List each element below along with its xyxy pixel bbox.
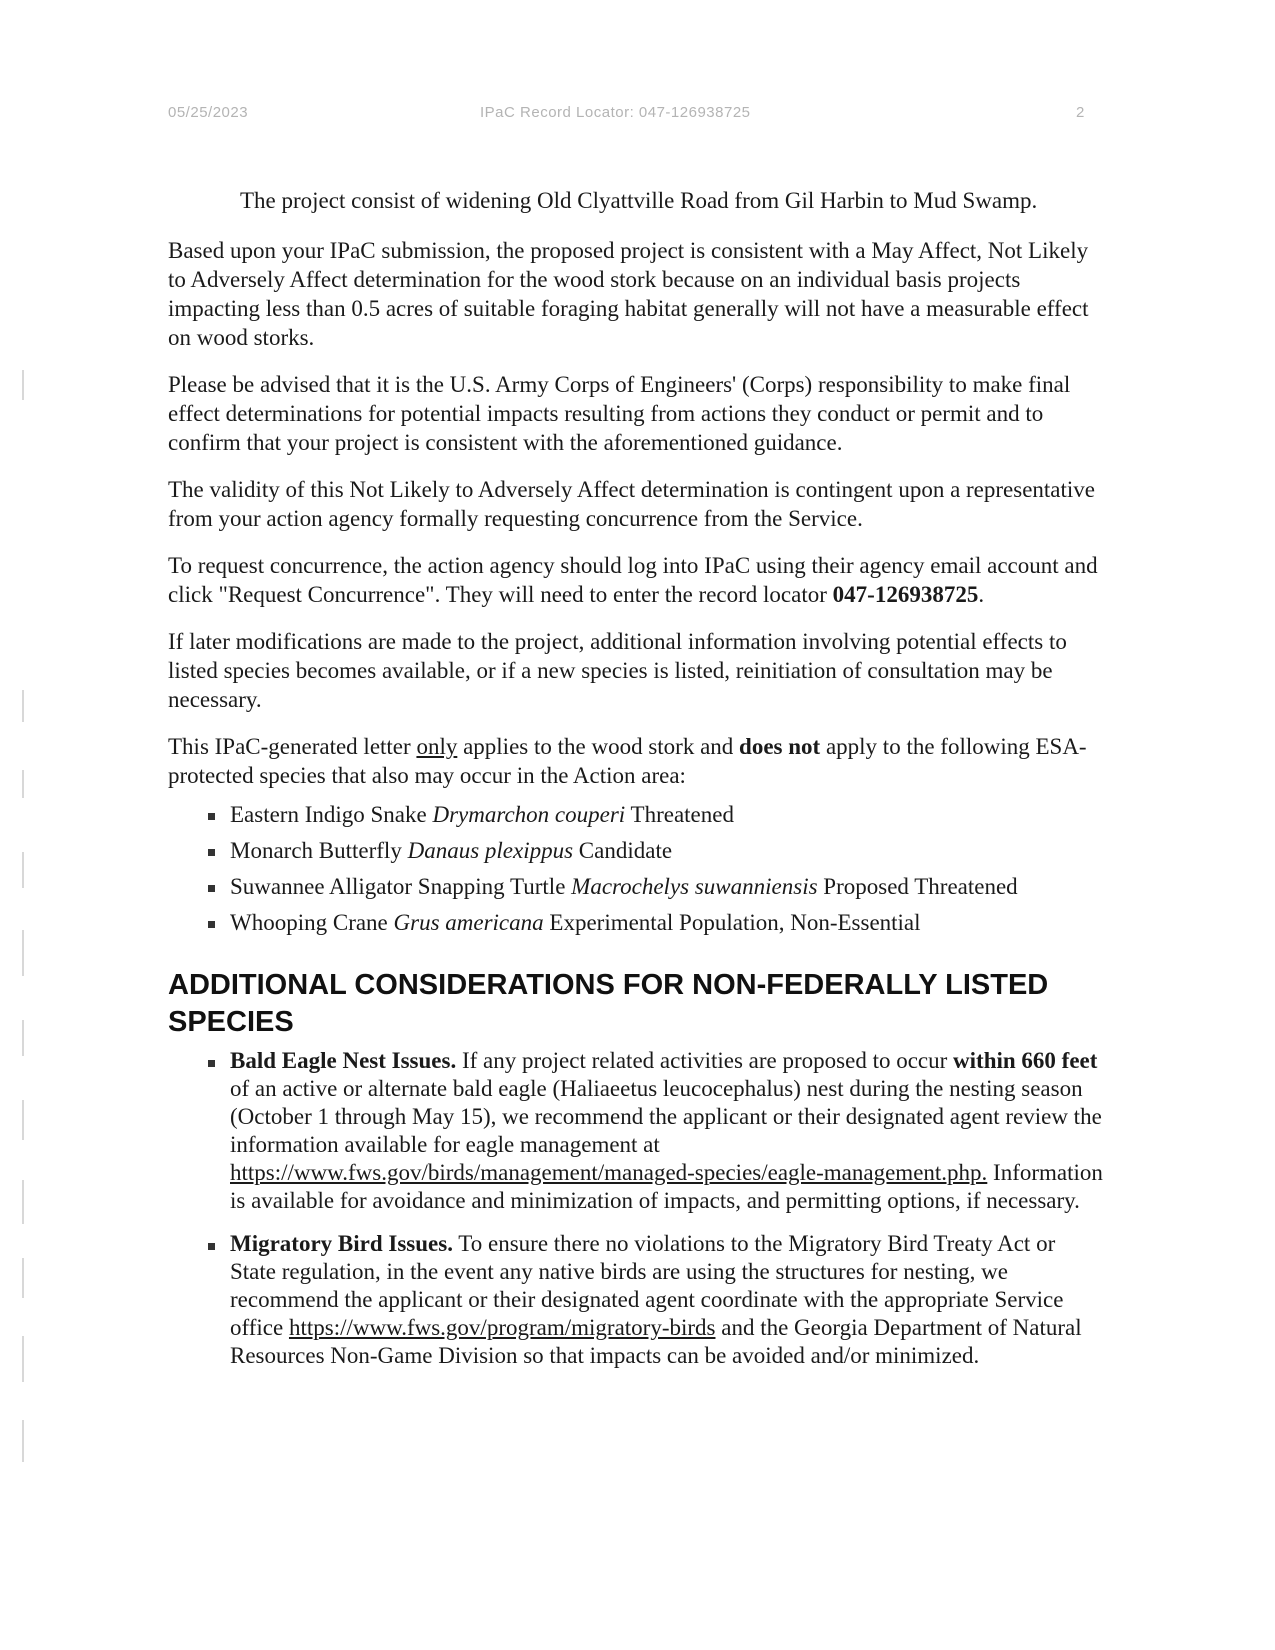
- list-item: Whooping Crane Grus americana Experimental Population, Non-Essential: [208, 908, 1104, 937]
- bald-eagle-consideration: Bald Eagle Nest Issues. If any project related activities are proposed to occur within 660 feet of an active or alternate bald eagle (Haliaeetus leucocephalus) nest during the nesting season (October 1 through May 15), we recommend the applicant or their designated agent review the information available for eagle management at https://www.fws.gov/birds/management/managed-species/eagle-management.php. Information is available for avoidance and minimization of impacts, and permitting options, if necessary.: [208, 1047, 1104, 1215]
- determination-paragraph: Based upon your IPaC submission, the proposed project is consistent with a May Affect, Not Likely to Adversely Affect determination for the wood stork because on an individual basis projects impacting less than 0.5 acres of suitable foraging habitat generally will not have a measurable effect on wood storks.: [168, 238, 1089, 350]
- reinitiation-paragraph: If later modifications are made to the project, additional information involving potential effects to listed species becomes available, or if a new species is listed, reinitiation of consultation may be necessary.: [168, 629, 1067, 712]
- scan-edge-artifacts: [0, 0, 40, 1650]
- request-concurrence-text: To request concurrence, the action agency should log into IPaC using their agency email account and click "Request Concurrence". They will need to enter the record locator: [168, 553, 1098, 607]
- request-concurrence-paragraph: [168, 551, 1104, 609]
- does-not-emphasis: does not: [739, 734, 821, 759]
- validity-paragraph: The validity of this Not Likely to Adversely Affect determination is contingent upon a representative from your action agency formally requesting concurrence from the Service.: [168, 477, 1096, 531]
- applicability-paragraph: [168, 732, 1104, 790]
- list-item: Suwannee Alligator Snapping Turtle Macrochelys suwanniensis Proposed Threatened: [208, 872, 1104, 901]
- migratory-bird-title: Migratory Bird Issues.: [230, 1231, 453, 1256]
- eagle-management-link[interactable]: https://www.fws.gov/birds/management/managed-species/eagle-management.php.: [230, 1160, 988, 1185]
- letter-body: [168, 186, 1104, 1385]
- page-header: [0, 104, 1275, 128]
- distance-emphasis: within 660 feet: [953, 1048, 1098, 1073]
- applicability-text-c: apply to the following ESA-protected species that also may occur in the Action area:: [168, 734, 1087, 788]
- only-emphasis: only: [416, 734, 458, 759]
- applicability-text-b: applies to the wood stork and: [457, 734, 740, 759]
- migratory-bird-consideration: Migratory Bird Issues. To ensure there no violations to the Migratory Bird Treaty Act or State regulation, in the event any native birds are using the structures for nesting, we recommend the applicant or their designated agent coordinate with the appropriate Service office https://www.fws.gov/program/migratory-birds and the Georgia Department of Natural Resources Non-Game Division so that impacts can be avoided and/or minimized.: [208, 1230, 1104, 1370]
- applicability-text-a: This IPaC-generated letter: [168, 734, 417, 759]
- list-item: Monarch Butterfly Danaus plexippus Candidate: [208, 836, 1104, 865]
- corps-responsibility-paragraph: Please be advised that it is the U.S. Army Corps of Engineers' (Corps) responsibility to make final effect determinations for potential impacts resulting from actions they conduct or permit and to confirm that your project is consistent with the aforementioned guidance.: [168, 372, 1071, 455]
- migratory-birds-link[interactable]: https://www.fws.gov/program/migratory-birds: [288, 1315, 716, 1340]
- record-locator-number: 047-126938725: [832, 582, 979, 607]
- header-record-locator: IPaC Record Locator: 047-126938725: [480, 104, 751, 121]
- considerations-list: [168, 1047, 1104, 1370]
- project-description: The project consist of widening Old Clyattville Road from Gil Harbin to Mud Swamp.: [240, 188, 1038, 213]
- bald-eagle-title: Bald Eagle Nest Issues.: [230, 1048, 457, 1073]
- header-date: 05/25/2023: [168, 104, 249, 121]
- section-heading: ADDITIONAL CONSIDERATIONS FOR NON-FEDERALLY LISTED SPECIES: [168, 969, 1049, 1038]
- list-item: Eastern Indigo Snake Drymarchon couperi Threatened: [208, 800, 1104, 829]
- header-page-number: 2: [1076, 104, 1085, 121]
- species-list: [168, 800, 1104, 937]
- request-concurrence-end: .: [978, 582, 985, 607]
